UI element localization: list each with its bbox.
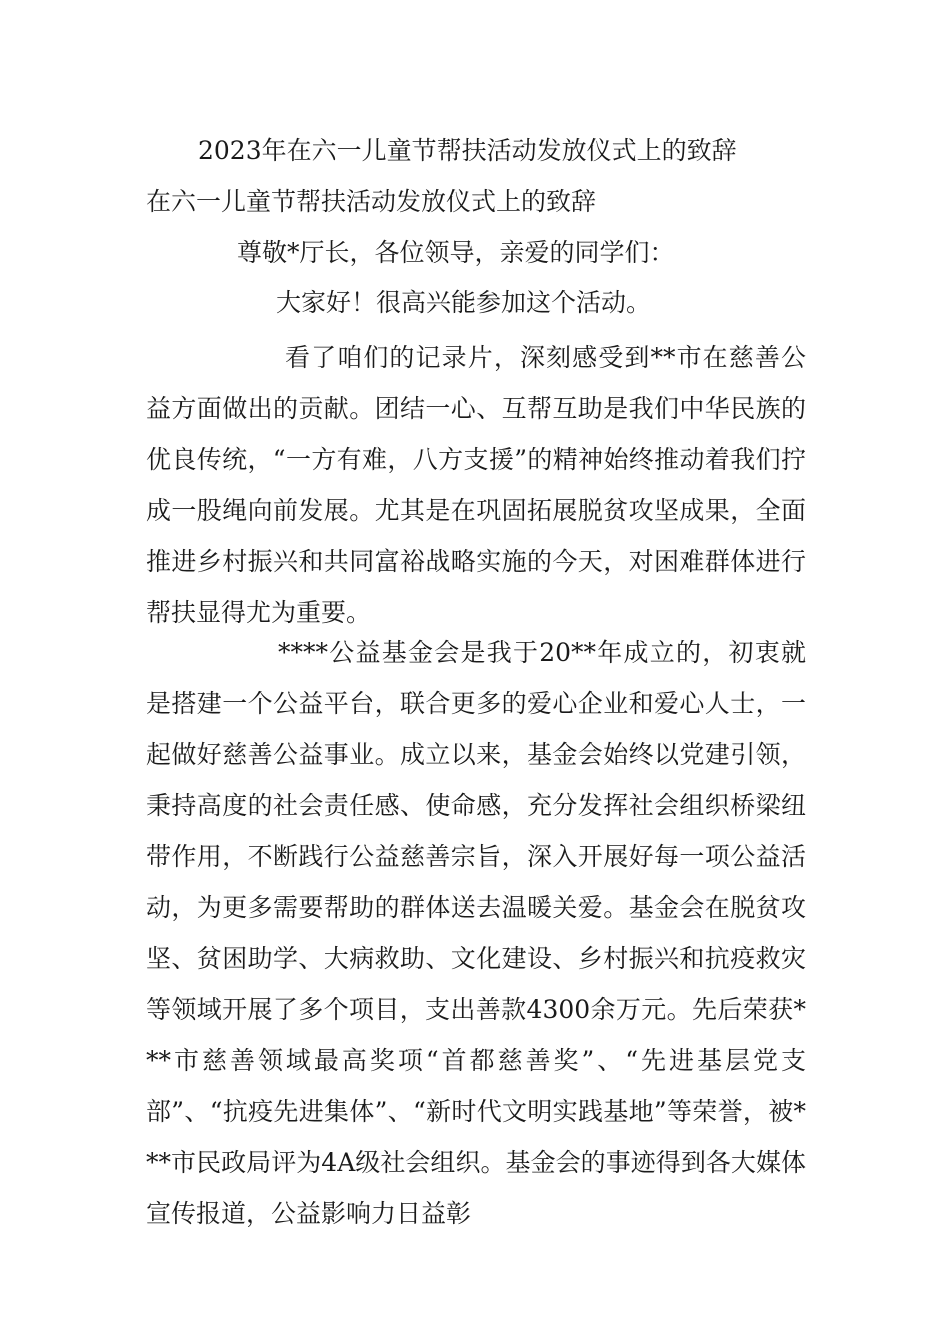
document-title: 2023年在六一儿童节帮扶活动发放仪式上的致辞 [198, 136, 737, 165]
opening-line: 大家好！很高兴能参加这个活动。 [276, 288, 652, 317]
body-paragraph-2: ****公益基金会是我于20**年成立的，初衷就是搭建一个公益平台，联合更多的爱心企业和爱心人士，一起做好慈善公益事业。成立以来，基金会始终以党建引领，秉持高度的社会责任感、使命感，充分发挥社会组织桥梁纽带作用，不断践行公益慈善宗旨，深入开展好每一项公益活动，为更多需要帮助的群体送去温暖关爱。基金会在脱贫攻坚、贫困助学、大病救助、文化建设、乡村振兴和抗疫救灾等领域开展了多个项目，支出善款4300余万元。先后荣获***市慈善领域最高奖项“首都慈善奖”、“先进基层党支部”、“抗疫先进集体”、“新时代文明实践基地”等荣誉，被***市民政局评为4A级社会组织。基金会的事迹得到各大媒体宣传报道，公益影响力日益彰 [146, 638, 806, 1228]
document-subtitle: 在六一儿童节帮扶活动发放仪式上的致辞 [146, 187, 597, 216]
greeting-line: 尊敬*厅长，各位领导，亲爱的同学们： [237, 238, 675, 267]
body-paragraph-1: 看了咱们的记录片，深刻感受到**市在慈善公益方面做出的贡献。团结一心、互帮互助是我们中华民族的优良传统，“一方有难，八方支援”的精神始终推动着我们拧成一股绳向前发展。尤其是在巩固拓展脱贫攻坚成果，全面推进乡村振兴和共同富裕战略实施的今天，对困难群体进行帮扶显得尤为重要。 [146, 343, 806, 627]
